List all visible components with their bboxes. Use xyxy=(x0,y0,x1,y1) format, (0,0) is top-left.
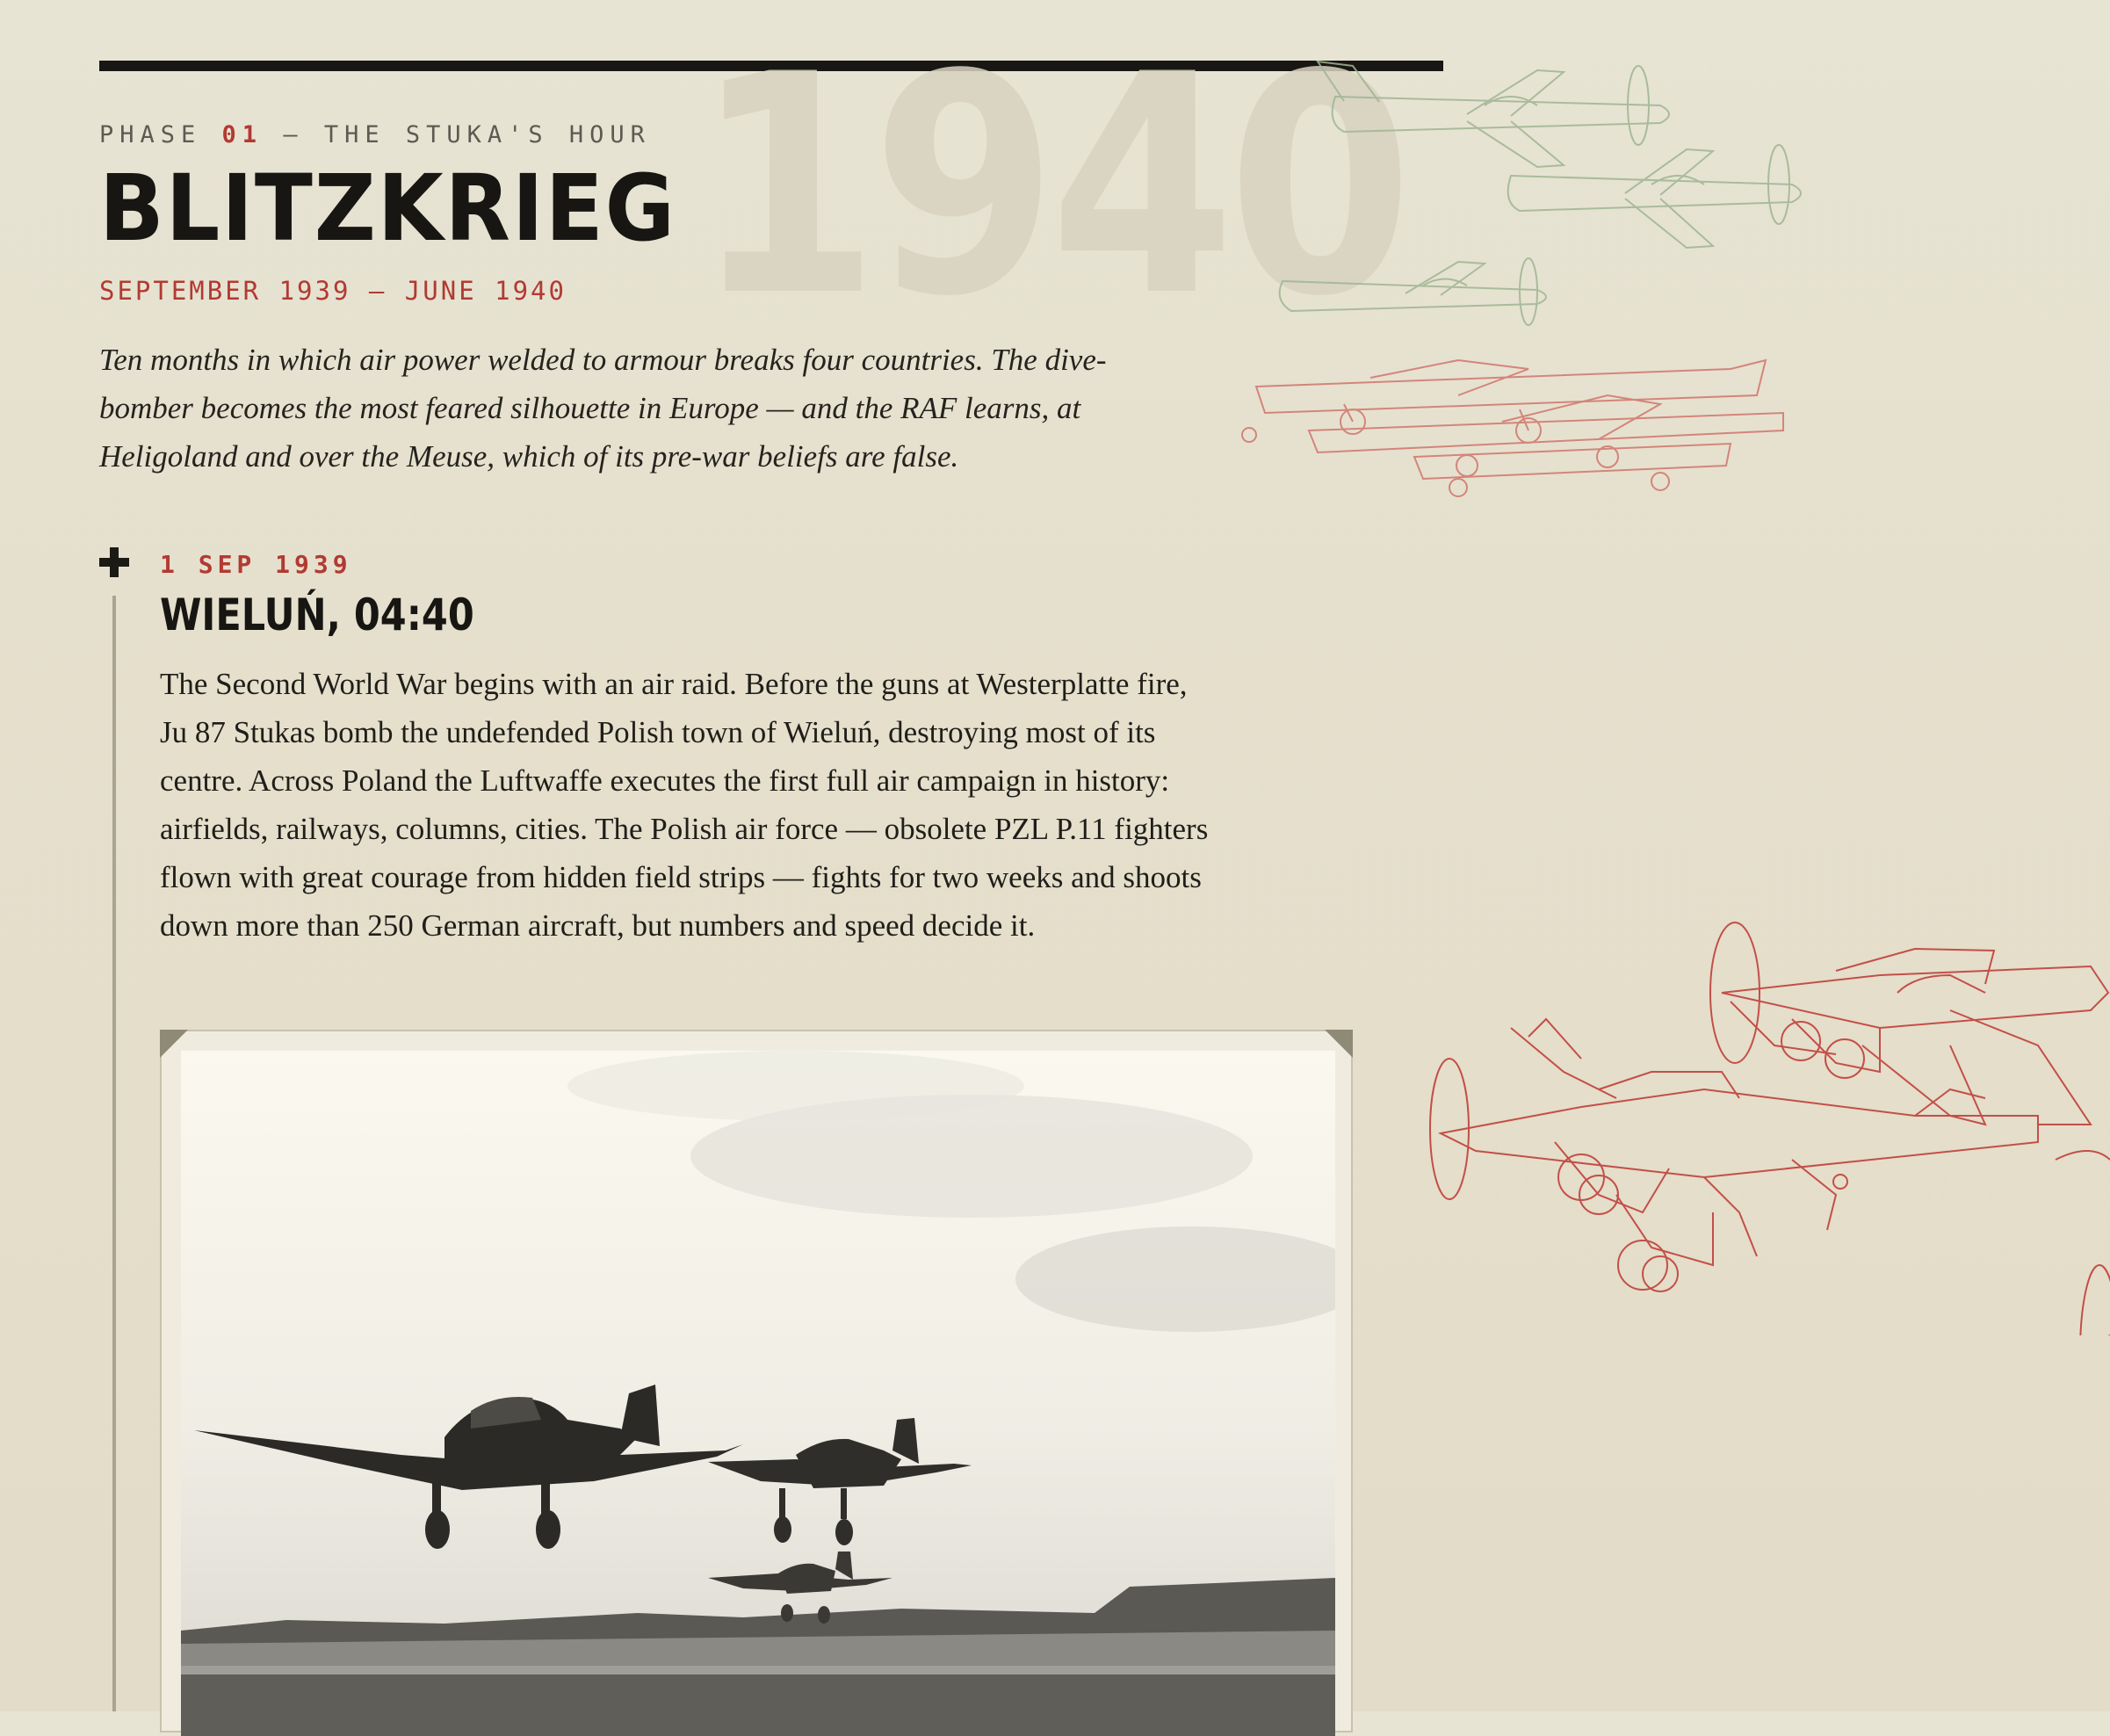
stuka-sketch-red-icon xyxy=(1423,914,2110,1335)
plus-icon xyxy=(99,547,129,577)
phase-label: PHASE xyxy=(99,121,202,148)
timeline-line xyxy=(112,596,116,1711)
aircraft-sketch-green-icon xyxy=(1247,18,1845,334)
background-year: 1940 xyxy=(694,11,1405,363)
entry-body: The Second World War begins with an air raid. Before the guns at Westerplatte fire, Ju 87 Stukas bomb the undefended Polish town of Wieluń, destroying most of its centre. Across Poland the Luftwaffe executes the first full air campaign in history: airfields, railways, columns, cities. The Polish air force — obsolete PZL P.11 fighters flown with great courage from hidden field strips — fights for two weeks and shoots down more than 250 German aircraft, but numbers and speed decide it. xyxy=(160,667,1209,943)
phase-number: 01 xyxy=(221,121,264,148)
date-range: SEPTEMBER 1939 – JUNE 1940 xyxy=(99,276,567,306)
stuka-formation-photo-icon xyxy=(181,1051,1335,1736)
entry-title: WIELUŃ, 04:40 xyxy=(160,590,474,640)
photo-frame xyxy=(160,1030,1353,1732)
phase-subtitle: — THE STUKA'S HOUR xyxy=(283,121,651,148)
page-title: BLITZKRIEG xyxy=(99,155,676,262)
phase-kicker xyxy=(99,121,651,148)
lede-paragraph: Ten months in which air power welded to armour breaks four countries. The dive-bomber becomes the most feared silhouette in Europe — and the RAF learns, at Heligoland and over the Meuse, which of its pre-war beliefs are false. xyxy=(99,343,1107,474)
stuka-photo xyxy=(181,1051,1335,1736)
entry-date: 1 SEP 1939 xyxy=(160,550,352,579)
aircraft-sketch-red-small-icon xyxy=(1239,325,1801,501)
